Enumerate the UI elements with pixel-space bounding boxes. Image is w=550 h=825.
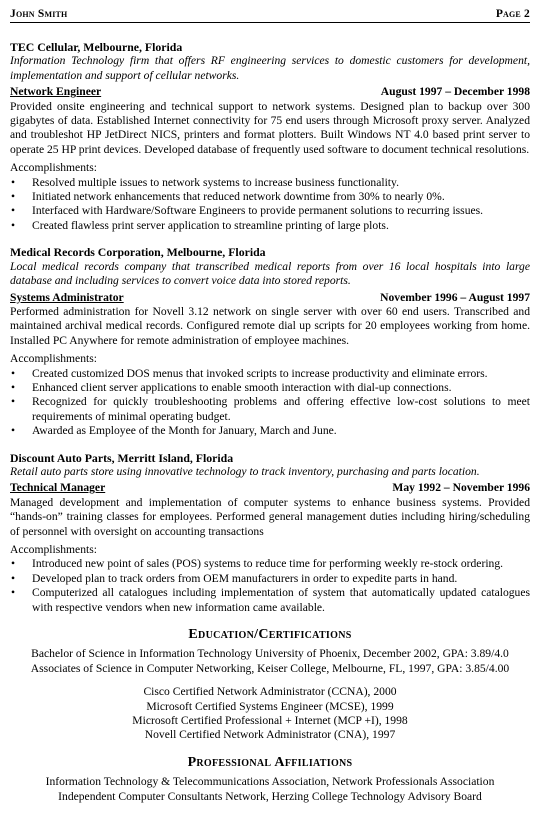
job-title: Technical Manager xyxy=(10,481,106,495)
job-title: Network Engineer xyxy=(10,85,102,99)
job-entry xyxy=(10,40,530,233)
section-heading: Education/Certifications xyxy=(188,627,352,643)
job-entry xyxy=(10,245,530,438)
degree-line: Associates of Science in Computer Networking, Keiser College, Melbourne, FL, 1997, GPA: 3.85/4.00 xyxy=(30,661,510,675)
accomplishments-list xyxy=(10,367,530,439)
certification-line: Novell Certified Network Administrator (CNA), 1997 xyxy=(144,728,396,742)
resume-page xyxy=(10,6,530,804)
job-dates: August 1997 – December 1998 xyxy=(380,85,530,99)
list-item: • Created flawless print server application to streamline printing of large plots. xyxy=(10,219,530,233)
education-section xyxy=(10,628,530,743)
header-name: John Smith xyxy=(10,7,68,20)
company-description: Local medical records company that transcribed medical reports from over 16 local hospitals into large database and including services to convert voice data into stored reports. xyxy=(10,259,530,288)
degree-line: Bachelor of Science in Information Technology University of Phoenix, December 2002, GPA: 3.89/4.0 xyxy=(31,647,509,661)
company-description: Retail auto parts store using innovative technology to track inventory, purchasing and parts location. xyxy=(10,464,480,478)
list-item: • Enhanced client server applications to enable smooth interaction with dial-up connections. xyxy=(10,381,530,395)
job-summary: Provided onsite engineering and technical support to network systems. Designed plan to backup over 300 gigabytes of data. Established Internet connectivity for 75 end users through Microsoft proxy server. Analyzed and troubleshot HP JetDirect NICS, printers and format plotters. Built Windows NT 4.0 based print server to operate 25 HP print devices. Developed database of frequently used software to document technical resolutions. xyxy=(10,99,530,156)
job-title: Systems Administrator xyxy=(10,290,124,304)
job-summary: Performed administration for Novell 3.12 network on single server with over 60 end users. Transcribed and maintained archival medical records. Configured remote dial up scripts for 20 employees working from home. Installed PC Anywhere for remote administration of employee machines. xyxy=(10,304,530,347)
header-page-number: Page 2 xyxy=(495,7,530,20)
list-item: • Introduced new point of sales (POS) systems to reduce time for performing weekly re-stock ordering. xyxy=(10,557,530,571)
job-dates: November 1996 – August 1997 xyxy=(380,290,530,304)
company-name: Medical Records Corporation, Melbourne, Florida xyxy=(10,245,266,260)
certification-line: Microsoft Certified Professional + Internet (MCP +I), 1998 xyxy=(132,714,408,728)
job-entry xyxy=(10,451,530,615)
list-item: • Developed plan to track orders from OEM manufacturers in order to expedite parts in hand. xyxy=(10,572,530,586)
affiliation-line: Information Technology & Telecommunications Association, Network Professionals Association xyxy=(45,775,495,789)
role-line xyxy=(10,291,530,305)
page-header xyxy=(10,6,530,23)
accomplishments-list xyxy=(10,557,530,615)
accomplishments-label: Accomplishments: xyxy=(10,161,97,175)
affiliation-line: Independent Computer Consultants Network, Herzing College Technology Advisory Board xyxy=(58,789,482,803)
list-item: • Awarded as Employee of the Month for January, March and June. xyxy=(10,424,530,438)
company-name: Discount Auto Parts, Merritt Island, Florida xyxy=(10,450,234,465)
job-dates: May 1992 – November 1996 xyxy=(392,481,530,495)
role-line xyxy=(10,85,530,99)
list-item: • Recognized for quickly troubleshooting problems and offering effective low-cost solutions to meet requirements of minimal operating budget. xyxy=(10,395,530,424)
accomplishments-label: Accomplishments: xyxy=(10,543,97,556)
certification-line: Cisco Certified Network Administrator (CCNA), 2000 xyxy=(143,685,397,699)
certification-line: Microsoft Certified Systems Engineer (MCSE), 1999 xyxy=(146,699,394,713)
company-name: TEC Cellular, Melbourne, Florida xyxy=(10,40,183,54)
list-item: • Created customized DOS menus that invoked scripts to increase productivity and eliminate errors. xyxy=(10,367,530,381)
accomplishments-list xyxy=(10,176,530,234)
list-item: • Initiated network enhancements that reduced network downtime from 30% to nearly 0%. xyxy=(10,190,530,204)
role-line xyxy=(10,481,530,495)
affiliations-section xyxy=(10,756,530,804)
list-item: • Resolved multiple issues to network systems to increase business functionality. xyxy=(10,176,530,190)
accomplishments-label: Accomplishments: xyxy=(10,352,97,366)
list-item: • Computerized all catalogues including implementation of system that automatically updated catalogues with respective vendors when new information came available. xyxy=(10,586,530,615)
job-summary: Managed development and implementation of computer systems to enhance business systems. Provided “hands-on” training classes for employees. Performed general management duties including hiring/scheduling of personnel with oversight on accounting transactions xyxy=(10,495,530,538)
list-item: • Interfaced with Hardware/Software Engineers to provide permanent solutions to recurring issues. xyxy=(10,204,530,218)
company-description: Information Technology firm that offers RF engineering services to domestic customers for development, implementation and support of cellular networks. xyxy=(10,54,530,82)
section-heading: Professional Affiliations xyxy=(187,754,353,770)
